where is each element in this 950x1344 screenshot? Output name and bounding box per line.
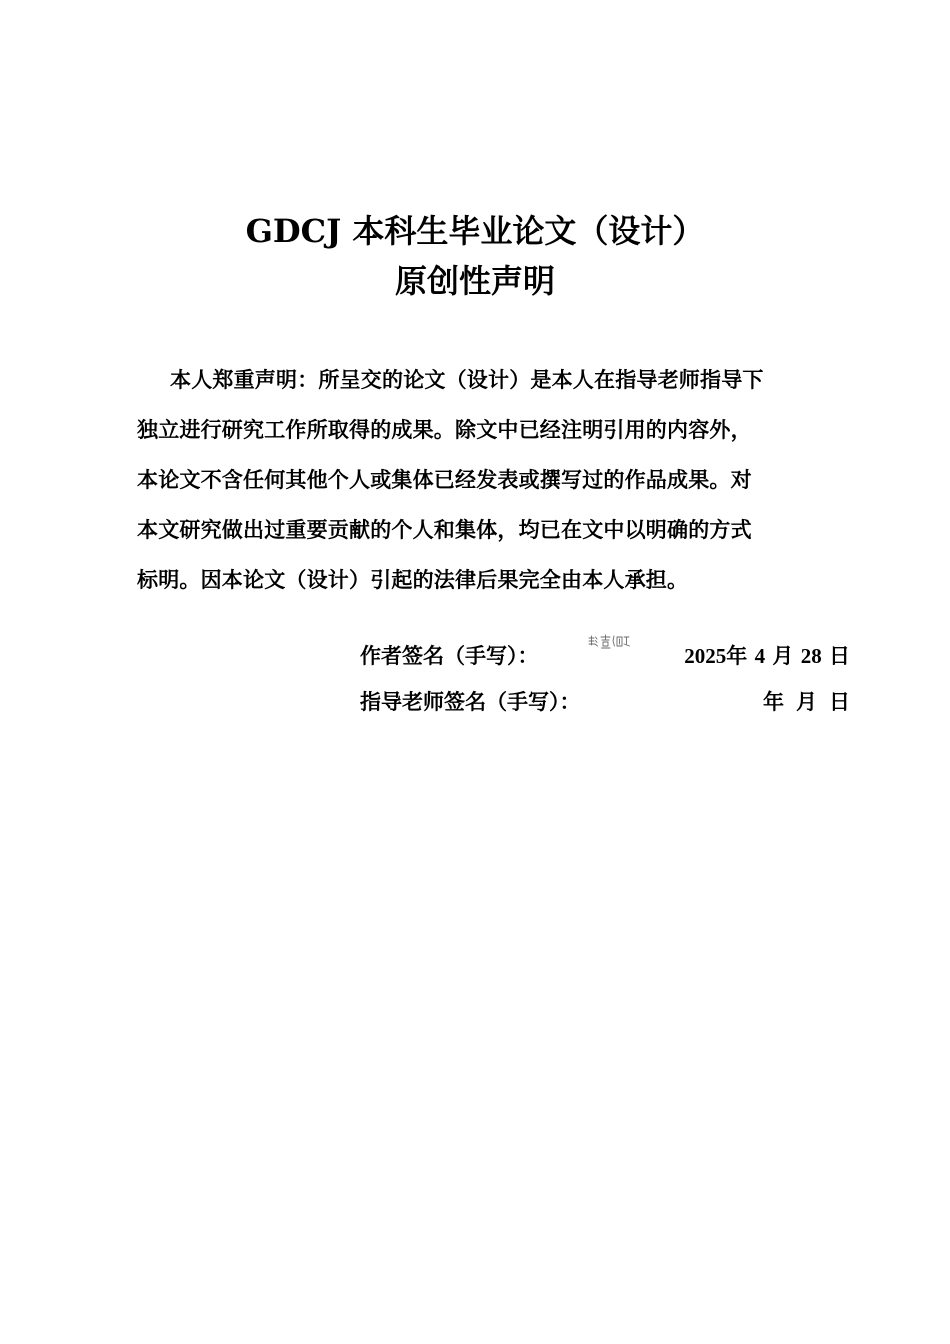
statement-line: 独立进行研究工作所取得的成果。除文中已经注明引用的内容外， [137, 417, 752, 442]
advisor-signature-label: 指导老师签名（手写）： [360, 689, 581, 714]
advisor-signature-row [360, 682, 850, 722]
statement-line: 标明。因本论文（设计）引起的法律后果完全由本人承担。 [137, 567, 689, 592]
author-signature-date [684, 636, 850, 676]
date-month-unit: 月 [796, 689, 817, 714]
handwritten-signature [586, 630, 632, 652]
date-day: 28 [800, 644, 822, 668]
date-day-unit: 日 [829, 689, 850, 714]
advisor-signature-date [763, 682, 850, 722]
statement-line: 本人郑重声明：所呈交的论文（设计）是本人在指导老师指导下 [170, 367, 764, 392]
statement-line: 本文研究做出过重要贡献的个人和集体，均已在文中以明确的方式 [137, 517, 752, 542]
statement-line: 本论文不含任何其他个人或集体已经发表或撰写过的作品成果。对 [137, 467, 752, 492]
date-month-unit: 月 [772, 643, 794, 668]
date-day-unit: 日 [829, 643, 850, 668]
author-signature-label: 作者签名（手写）： [360, 643, 539, 668]
date-year-unit: 年 [763, 689, 784, 714]
document-title: GDCJ 本科生毕业论文（设计） [245, 212, 705, 250]
date-year-unit: 年 [726, 643, 748, 668]
statement-paragraph [137, 355, 857, 605]
date-year: 2025 [684, 644, 727, 668]
document-subtitle: 原创性声明 [394, 262, 555, 300]
date-month: 4 [754, 644, 766, 668]
